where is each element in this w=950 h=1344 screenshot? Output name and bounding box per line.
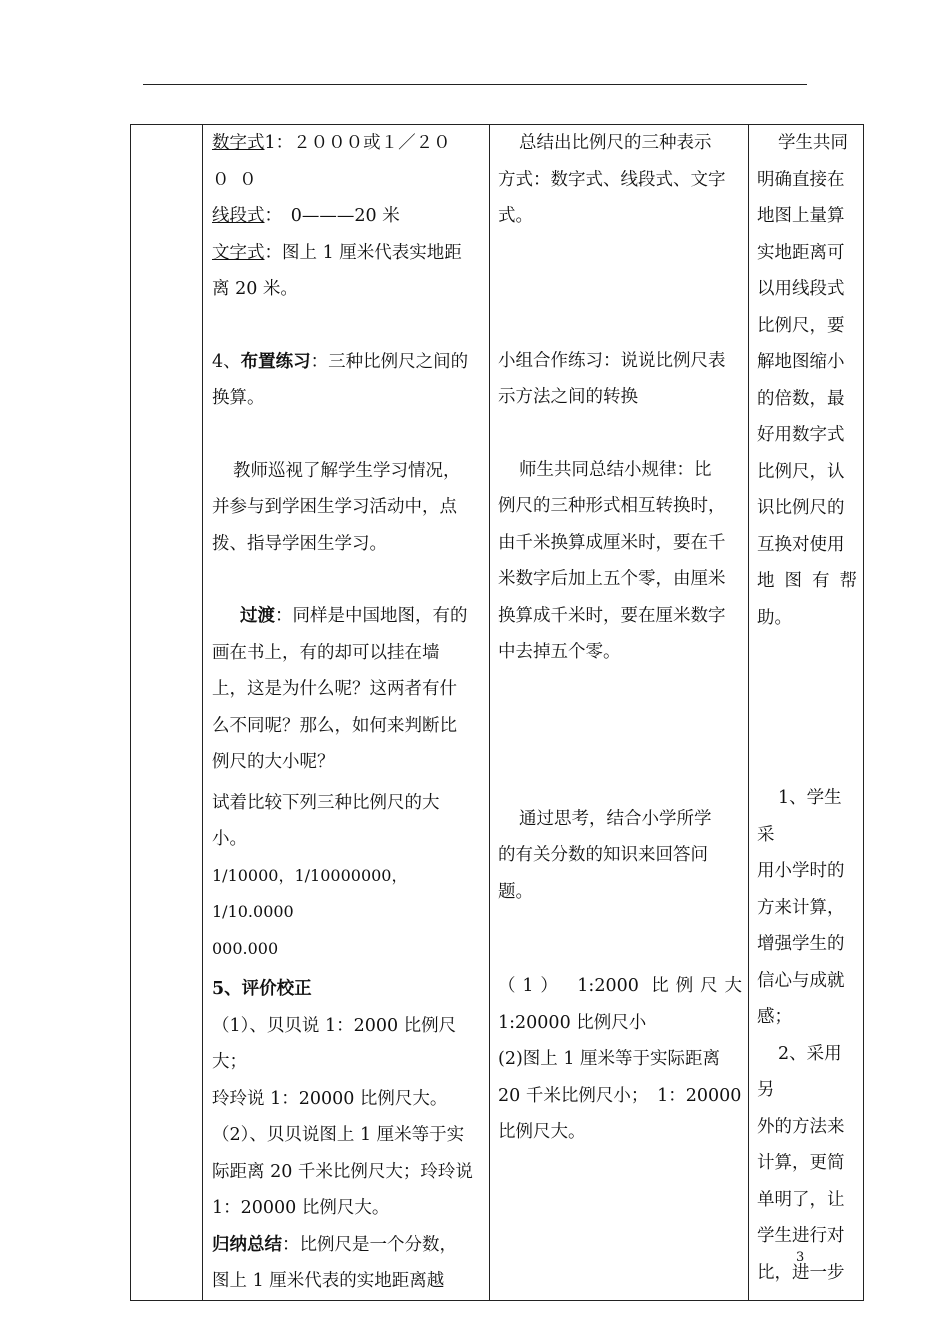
rule-summary-line: 师生共同总结小规律：比 bbox=[519, 459, 712, 480]
fractions-line: 1/10000，1/10000000，1/10.0000 bbox=[212, 865, 408, 921]
intent-line: 单明了，让 bbox=[757, 1189, 845, 1210]
transition-line: 上，这是为什么呢？这两者有什 bbox=[212, 679, 457, 699]
fractions-line: 000.000 bbox=[212, 938, 279, 958]
intent-line: 信心与成就 bbox=[757, 970, 845, 991]
answer-line: (2)图上 1 厘米等于实际距离 bbox=[498, 1049, 721, 1069]
table-row bbox=[131, 125, 864, 1301]
answer-line: 1:20000 比例尺小 bbox=[498, 1012, 647, 1033]
intent-line: 地图上量算 bbox=[757, 206, 845, 226]
numeric-form-label: 数字式 bbox=[212, 133, 265, 153]
summary-forms-line: 方式：数字式、线段式、文字 bbox=[498, 169, 726, 190]
question-2-line: 1：20000 比例尺大。 bbox=[212, 1198, 390, 1218]
teacher-note-line: 拨、指导学困生学习。 bbox=[212, 533, 387, 554]
intent-line: 比例尺，认 bbox=[757, 461, 845, 482]
intent-line: 以用线段式 bbox=[757, 279, 845, 299]
rule-summary-line: 由千米换算成厘米时，要在千 bbox=[498, 532, 726, 553]
intent-line: 感； bbox=[757, 1007, 792, 1027]
section-4-number: 4、 bbox=[212, 351, 241, 372]
question-2-line: 际距离 20 千米比例尺大；玲玲说 bbox=[212, 1161, 473, 1182]
stage-column-cell bbox=[131, 125, 203, 1301]
group-practice-line: 示方法之间的转换 bbox=[498, 387, 638, 407]
intent-line: 比例尺，要 bbox=[757, 315, 845, 336]
summary-line bbox=[212, 1227, 483, 1264]
summary-label: 归纳总结 bbox=[212, 1234, 282, 1255]
numeric-form-value-cont: ００ bbox=[212, 169, 267, 190]
text-form-label: 文字式 bbox=[212, 242, 265, 263]
answer-line: （1） 1:2000 比例尺大 bbox=[498, 976, 742, 996]
intent-line: 互换对使用 bbox=[757, 534, 845, 555]
intent-line: 好用数字式 bbox=[757, 425, 845, 445]
text-form-value: ：图上 1 厘米代表实地距 bbox=[264, 242, 462, 263]
intent-line: 明确直接在 bbox=[757, 169, 845, 190]
summary-forms-line: 总结出比例尺的三种表示 bbox=[519, 133, 712, 153]
page-number: 3 bbox=[796, 1250, 805, 1265]
intent-line: 实地距离可 bbox=[757, 242, 845, 263]
text-form-value-cont: 离 20 米。 bbox=[212, 279, 298, 299]
teacher-note-line: 并参与到学困生学习活动中，点 bbox=[212, 497, 457, 517]
thinking-line: 题。 bbox=[498, 881, 533, 902]
line-form-label: 线段式 bbox=[212, 206, 265, 226]
header-rule bbox=[143, 84, 807, 85]
summary-line: 图上 1 厘米代表的实地距离越 bbox=[212, 1271, 445, 1291]
intent-line: 地图有帮 bbox=[757, 571, 857, 591]
transition-label: 过渡 bbox=[240, 606, 275, 626]
answer-line: 20 千米比例尺小； 1：20000 bbox=[498, 1085, 742, 1106]
intent-line: 识比例尺的 bbox=[757, 498, 845, 518]
teacher-activity-cell bbox=[203, 125, 490, 1301]
rule-summary-line: 中去掉五个零。 bbox=[498, 642, 621, 662]
transition-line: 么不同呢？那么，如何来判断比 bbox=[212, 715, 457, 736]
answer-line: 比例尺大。 bbox=[498, 1122, 586, 1142]
summary-forms-line: 式。 bbox=[498, 206, 533, 226]
question-2-line: （2）、贝贝说图上 1 厘米等于实 bbox=[212, 1125, 465, 1145]
line-form-value: ： 0———20 米 bbox=[264, 206, 400, 226]
numeric-form-value: 1：２０００或１／２０ bbox=[264, 133, 451, 153]
intent-line: 1、学生采 bbox=[757, 788, 842, 845]
section-4-text-cont: 换算。 bbox=[212, 388, 265, 408]
design-intent-cell bbox=[749, 125, 864, 1301]
rule-summary-line: 换算成千米时，要在厘米数字 bbox=[498, 605, 726, 626]
section-5-title: 5、评价校正 bbox=[212, 979, 312, 999]
line-form-line bbox=[212, 198, 483, 235]
intent-line: 方来计算， bbox=[757, 897, 845, 918]
section-4-heading bbox=[212, 344, 483, 381]
intent-line: 增强学生的 bbox=[757, 934, 845, 954]
text-form-line bbox=[212, 235, 483, 272]
thinking-line: 的有关分数的知识来回答问 bbox=[498, 845, 708, 865]
question-1-line: （1）、贝贝说 1：2000 比例尺大； bbox=[212, 1015, 457, 1072]
intent-line: 比，进一步 bbox=[757, 1262, 845, 1283]
intent-line: 的倍数，最 bbox=[757, 388, 845, 409]
intent-line: 2、采用另 bbox=[757, 1043, 842, 1100]
intent-line: 助。 bbox=[757, 607, 792, 628]
intent-line: 学生进行对 bbox=[757, 1226, 845, 1246]
numeric-form-line bbox=[212, 125, 483, 162]
section-4-text: ：三种比例尺之间的 bbox=[310, 351, 469, 372]
student-activity-cell bbox=[490, 125, 749, 1301]
rule-summary-line: 米数字后加上五个零，由厘米 bbox=[498, 569, 726, 589]
transition-text: ：同样是中国地图，有的 bbox=[275, 606, 468, 626]
intent-line: 用小学时的 bbox=[757, 861, 845, 881]
group-practice-line: 小组合作练习：说说比例尺表 bbox=[498, 350, 726, 371]
question-1-line: 玲玲说 1：20000 比例尺大。 bbox=[212, 1088, 448, 1109]
intent-line: 外的方法来 bbox=[757, 1116, 845, 1137]
section-4-title: 布置练习 bbox=[240, 351, 311, 372]
transition-line: 画在书上，有的却可以挂在墙 bbox=[212, 642, 440, 663]
intent-line: 解地图缩小 bbox=[757, 352, 845, 372]
compare-prompt-line: 小。 bbox=[212, 829, 247, 849]
intent-line: 计算，更简 bbox=[757, 1153, 845, 1173]
compare-prompt-line: 试着比较下列三种比例尺的大 bbox=[212, 792, 440, 813]
lesson-table bbox=[130, 124, 864, 1301]
thinking-line: 通过思考，结合小学所学 bbox=[519, 808, 712, 829]
intent-line: 学生共同 bbox=[778, 133, 848, 153]
transition-line: 例尺的大小呢？ bbox=[212, 752, 335, 772]
summary-text: ：比例尺是一个分数， bbox=[282, 1234, 457, 1255]
transition-line bbox=[212, 598, 483, 635]
teacher-note-line: 教师巡视了解学生学习情况， bbox=[233, 460, 461, 481]
rule-summary-line: 例尺的三种形式相互转换时， bbox=[498, 496, 726, 516]
